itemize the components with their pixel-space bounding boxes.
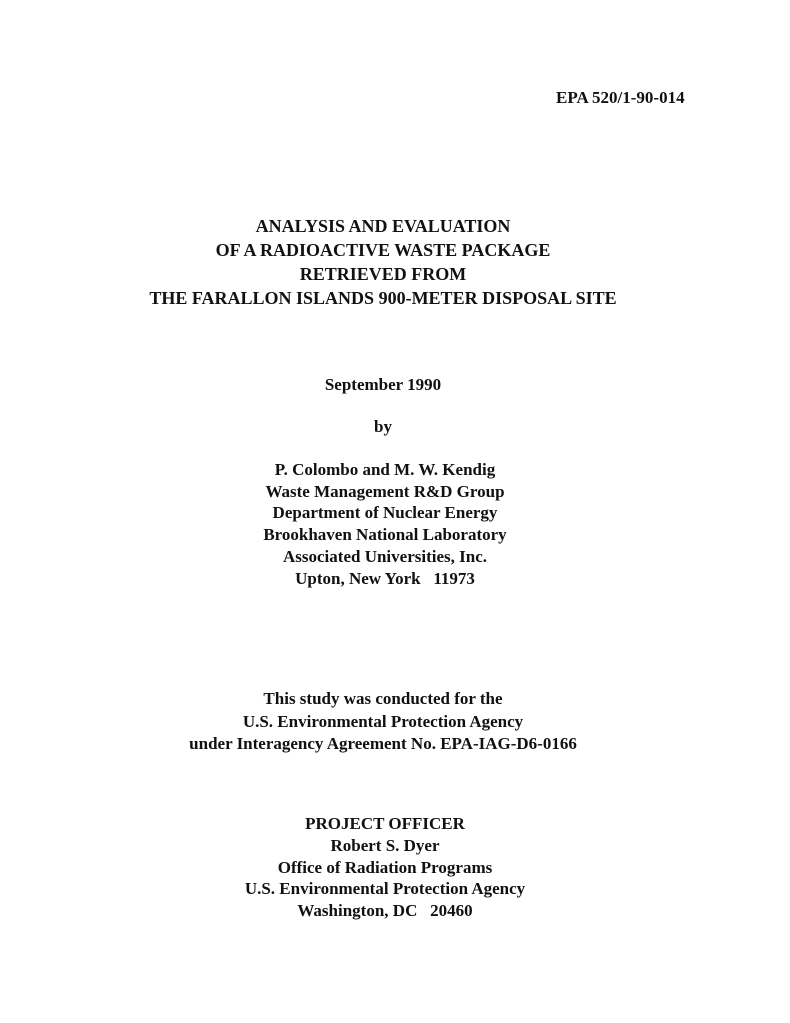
study-line: U.S. Environmental Protection Agency <box>242 711 524 731</box>
report-number: EPA 520/1-90-014 <box>556 88 685 107</box>
title-line: RETRIEVED FROM <box>299 264 467 284</box>
study-line: under Interagency Agreement No. EPA-IAG-D6-0166 <box>189 734 577 753</box>
author-line: Upton, New York 11973 <box>295 568 475 588</box>
author-line: Associated Universities, Inc. <box>283 546 487 566</box>
author-line: Brookhaven National Laboratory <box>263 525 507 545</box>
title-line: THE FARALLON ISLANDS 900-METER DISPOSAL SITE <box>149 288 617 308</box>
officer-line: PROJECT OFFICER <box>305 814 465 833</box>
author-block <box>0 459 780 589</box>
officer-line: Washington, DC 20460 <box>297 901 473 921</box>
officer-line: Robert S. Dyer <box>330 835 440 855</box>
title-line: OF A RADIOACTIVE WASTE PACKAGE <box>215 240 551 260</box>
project-officer-block <box>0 813 780 922</box>
officer-line: U.S. Environmental Protection Agency <box>244 879 526 899</box>
author-line: P. Colombo and M. W. Kendig <box>274 460 496 479</box>
publication-date: September 1990 <box>324 375 442 394</box>
study-line: This study was conducted for the <box>263 689 503 708</box>
officer-line: Office of Radiation Programs <box>277 857 493 877</box>
author-line: Waste Management R&D Group <box>265 481 505 501</box>
document-title <box>0 214 778 310</box>
by-label: by <box>374 417 392 436</box>
title-line: ANALYSIS AND EVALUATION <box>255 216 511 236</box>
author-line: Department of Nuclear Energy <box>272 503 498 523</box>
study-statement <box>0 688 778 756</box>
